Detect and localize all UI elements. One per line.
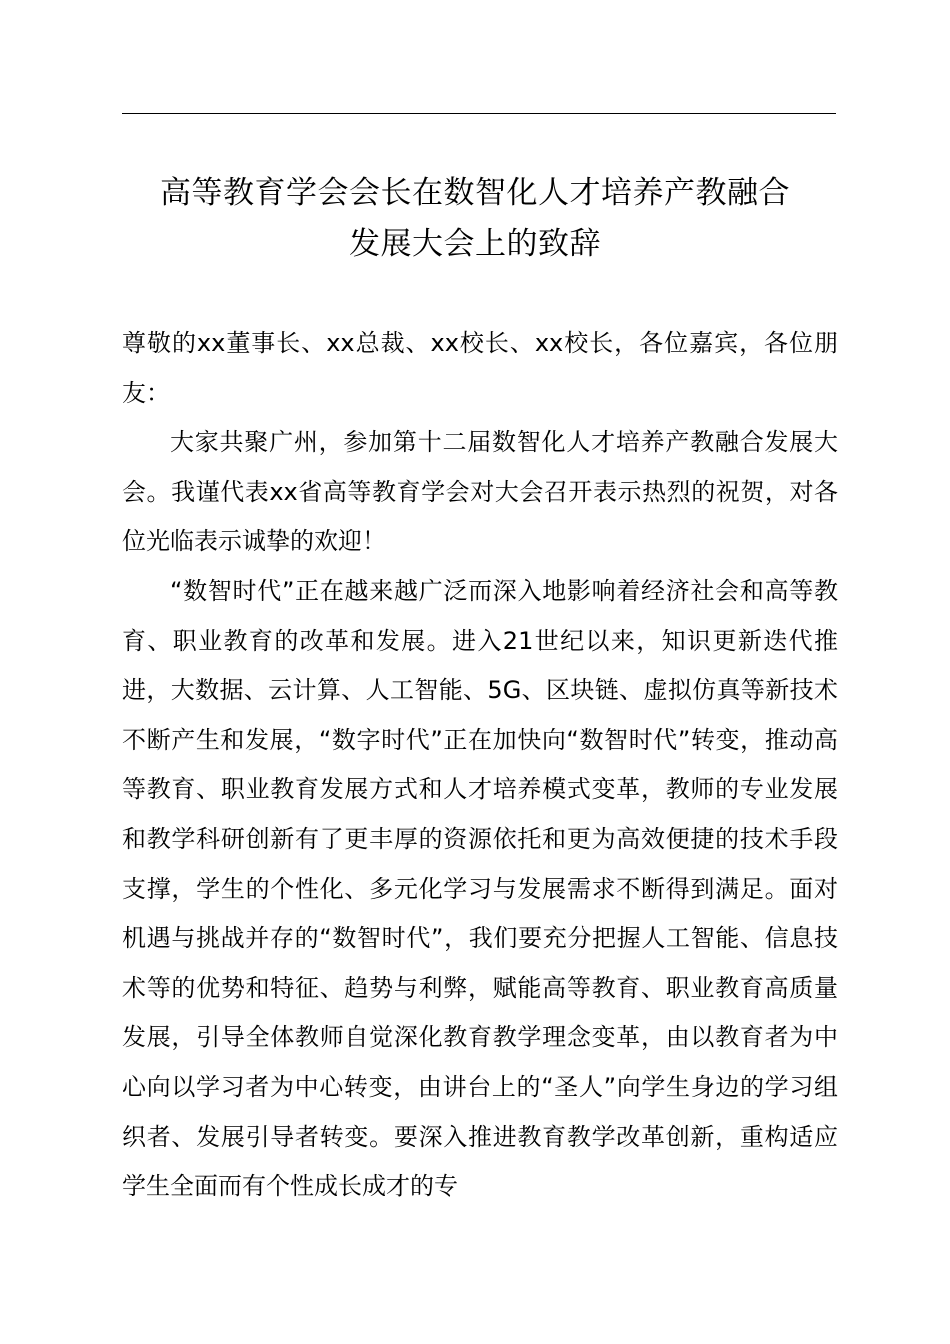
document-title	[100, 168, 850, 270]
document-body	[122, 319, 838, 1212]
paragraph-2: “数智时代”正在越来越广泛而深入地影响着经济社会和高等教育、职业教育的改革和发展。进入21世纪以来，知识更新迭代推进，大数据、云计算、人工智能、5G、区块链、虚拟仿真等新技术不断产生和发展，“数字时代”正在加快向“数智时代”转变，推动高等教育、职业教育发展方式和人才培养模式变革，教师的专业发展和教学科研创新有了更丰厚的资源依托和更为高效便捷的技术手段支撑，学生的个性化、多元化学习与发展需求不断得到满足。面对机遇与挑战并存的“数智时代”，我们要充分把握人工智能、信息技术等的优势和特征、趋势与利弊，赋能高等教育、职业教育高质量发展，引导全体教师自觉深化教育教学理念变革，由以教育者为中心向以学习者为中心转变，由讲台上的“圣人”向学生身边的学习组织者、发展引导者转变。要深入推进教育教学改革创新，重构适应学生全面而有个性成长成才的专	[122, 576, 838, 1201]
paragraph-1: 大家共聚广州，参加第十二届数智化人才培养产教融合发展大会。我谨代表xx省高等教育学会对大会召开表示热烈的祝贺，对各位光临表示诚挚的欢迎！	[122, 428, 838, 556]
header-rule	[122, 113, 836, 114]
title-line-1: 高等教育学会会长在数智化人才培养产教融合	[160, 175, 790, 211]
title-line-2: 发展大会上的致辞	[349, 226, 601, 262]
salutation: 尊敬的xx董事长、xx总裁、xx校长、xx校长，各位嘉宾，各位朋友：	[122, 329, 838, 407]
